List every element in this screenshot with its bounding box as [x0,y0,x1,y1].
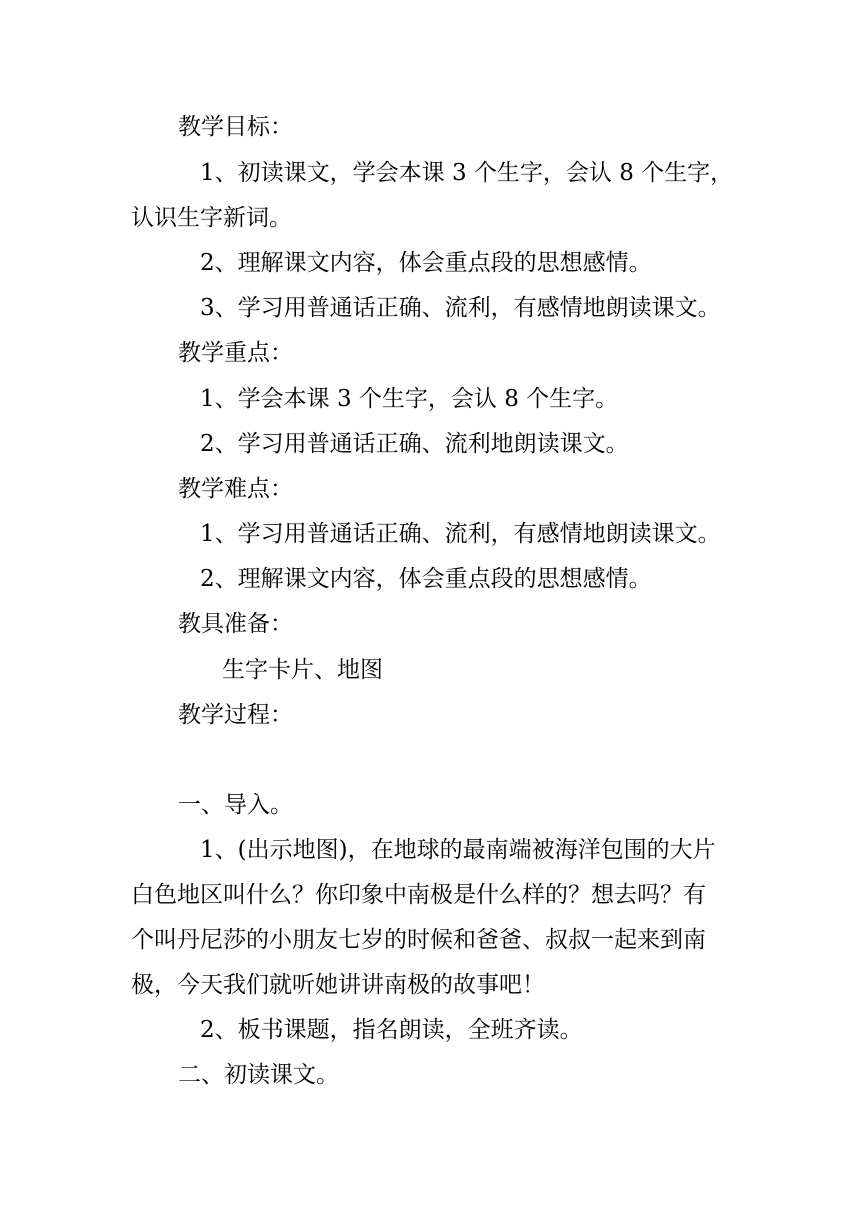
difficulty-2: 2、理解课文内容，体会重点段的思想感情。 [200,566,652,592]
difficulty-1: 1、学习用普通话正确、流利，有感情地朗读课文。 [200,521,721,547]
objectives-heading: 教学目标： [178,114,293,140]
objective-1-line-2: 认识生字新词。 [131,205,292,231]
key-point-2: 2、学习用普通话正确、流利地朗读课文。 [200,431,629,457]
process-heading: 教学过程： [178,702,293,728]
key-point-1: 1、学会本课 3 个生字，会认 8 个生字。 [200,386,619,412]
materials-heading: 教具准备： [178,611,293,637]
section-1-item-1-line-1: 1、(出示地图)，在地球的最南端被海洋包围的大片 [200,837,716,863]
objective-2: 2、理解课文内容，体会重点段的思想感情。 [200,250,652,276]
section-1-item-1-line-4: 极，今天我们就听她讲讲南极的故事吧！ [131,972,545,998]
section-1-heading: 一、导入。 [178,792,293,818]
section-1-item-1-line-2: 白色地区叫什么？你印象中南极是什么样的？想去吗？有 [131,882,706,908]
key-points-heading: 教学重点： [178,340,293,366]
difficulties-heading: 教学难点： [178,476,293,502]
materials-text: 生字卡片、地图 [222,657,383,683]
section-2-heading: 二、初读课文。 [178,1062,339,1088]
section-1-item-1-line-3: 个叫丹尼莎的小朋友七岁的时候和爸爸、叔叔一起来到南 [131,927,706,953]
objective-3: 3、学习用普通话正确、流利，有感情地朗读课文。 [200,295,721,321]
objective-1-line-1: 1、初读课文，学会本课 3 个生字，会认 8 个生字， [200,160,734,186]
section-1-item-2: 2、板书课题，指名朗读，全班齐读。 [200,1017,583,1043]
